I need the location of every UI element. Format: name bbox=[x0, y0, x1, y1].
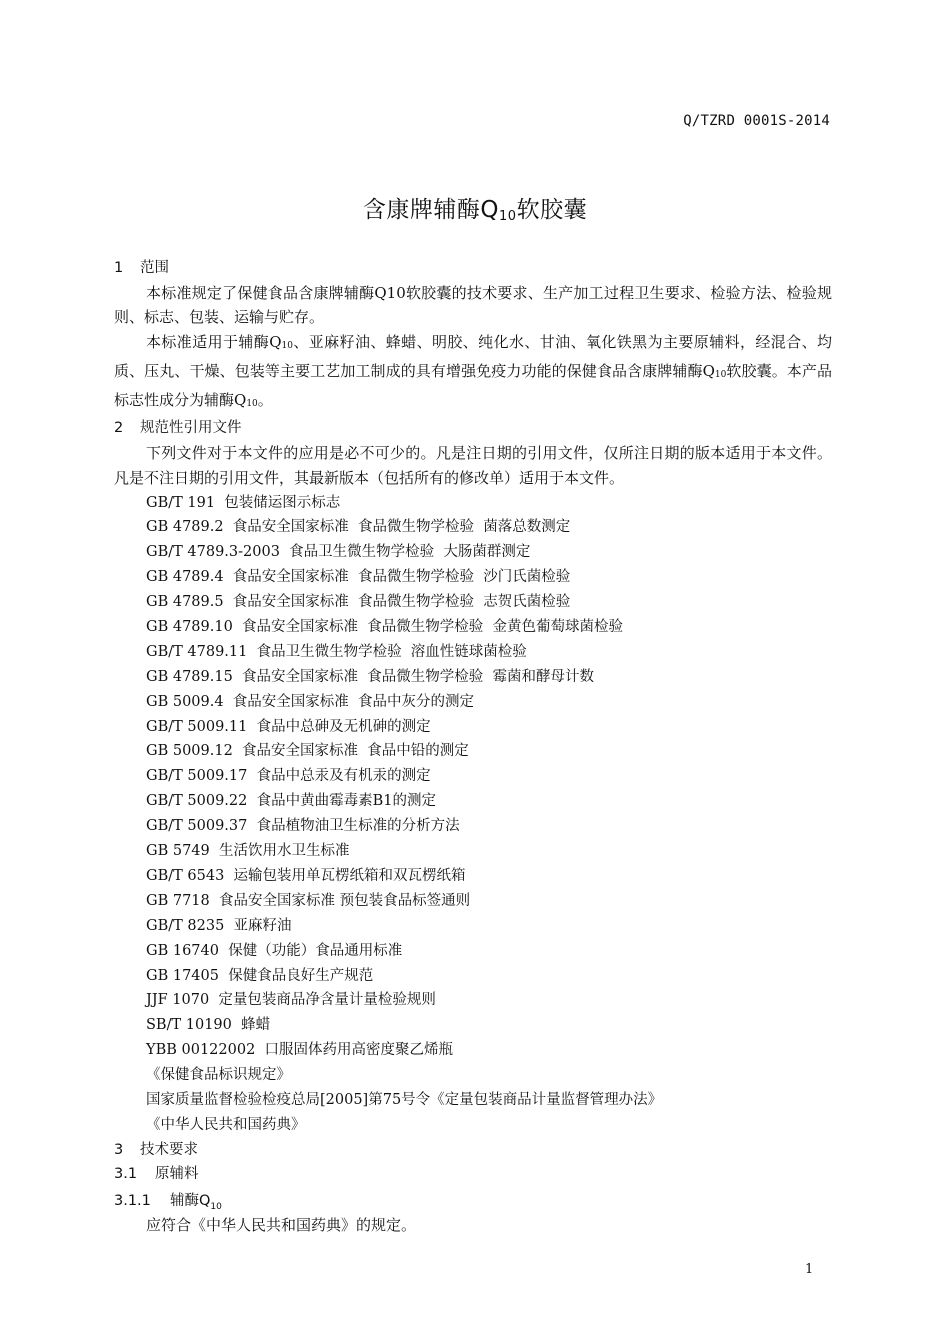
reference-item: GB/T 5009.11 食品中总砷及无机砷的测定 bbox=[146, 718, 431, 735]
reference-item: GB 17405 保健食品良好生产规范 bbox=[146, 967, 374, 984]
reference-item: GB 5749 生活饮用水卫生标准 bbox=[146, 843, 350, 860]
reference-item: GB 4789.15 食品安全国家标准 食品微生物学检验 霉菌和酵母计数 bbox=[146, 668, 594, 685]
reference-item: GB 4789.4 食品安全国家标准 食品微生物学检验 沙门氏菌检验 bbox=[146, 569, 571, 586]
reference-list bbox=[114, 491, 832, 1138]
reference-item: 《保健食品标识规定》 bbox=[146, 1067, 291, 1084]
section-3-1-heading: 3.1 原辅料 bbox=[114, 1166, 199, 1183]
section-2-heading: 2 规范性引用文件 bbox=[114, 420, 242, 437]
section-1-heading: 1 范围 bbox=[114, 260, 169, 276]
page-title: 含康牌辅酶$Q_{10}$软胶囊 bbox=[362, 197, 588, 224]
reference-item: GB/T 8235 亚麻籽油 bbox=[146, 917, 292, 934]
reference-item: GB 7718 食品安全国家标准 预包装食品标签通则 bbox=[146, 892, 471, 909]
reference-item: GB/T 4789.11 食品卫生微生物学检验 溶血性链球菌检验 bbox=[146, 643, 527, 660]
reference-item: SB/T 10190 蜂蜡 bbox=[146, 1017, 271, 1034]
reference-item: 《中华人民共和国药典》 bbox=[146, 1116, 306, 1133]
reference-item: GB 5009.12 食品安全国家标准 食品中铅的测定 bbox=[146, 743, 469, 760]
section-3-1-1-heading: 3.1.1 辅酶$Q_{10}$ bbox=[114, 1192, 222, 1212]
reference-item: GB 16740 保健（功能）食品通用标准 bbox=[146, 942, 403, 959]
reference-item: GB/T 191 包装储运图示标志 bbox=[146, 494, 341, 511]
section-3-1-1-text: 应符合《中华人民共和国药典》的规定。 bbox=[146, 1216, 417, 1235]
page-number: 1 bbox=[805, 1262, 814, 1277]
reference-item: 国家质量监督检验检疫总局[2005]第75号令《定量包装商品计量监督管理办法》 bbox=[146, 1091, 663, 1108]
reference-item: YBB 00122002 口服固体药用高密度聚乙烯瓶 bbox=[146, 1042, 454, 1059]
reference-item: GB 5009.4 食品安全国家标准 食品中灰分的测定 bbox=[146, 693, 475, 710]
reference-item: GB/T 5009.22 食品中黄曲霉毒素B1的测定 bbox=[146, 793, 436, 810]
reference-item: GB/T 5009.17 食品中总汞及有机汞的测定 bbox=[146, 768, 431, 785]
document-body bbox=[114, 256, 832, 1238]
section-2-intro: 下列文件对于本文件的应用是必不可少的。凡是注日期的引用文件，仅所注日期的版本适用于本文件。凡是不注日期的引用文件，其最新版本（包括所有的修改单）适用于本文件。 bbox=[114, 443, 832, 487]
standard-code: Q/TZRD 0001S-2014 bbox=[683, 113, 830, 129]
reference-item: GB 4789.5 食品安全国家标准 食品微生物学检验 志贺氏菌检验 bbox=[146, 594, 571, 611]
section-1-paragraph-2: 本标准适用于辅酶$Q_{10}$、亚麻籽油、蜂蜡、明胶、纯化水、甘油、氧化铁黑为主要原辅料，经混合、均质、压丸、干燥、包装等主要工艺加工制成的具有增强免疫力功能的保健食品含康牌辅酶$Q_{10}$软胶囊。本产品标志性成分为辅酶$Q_{10}$。 bbox=[114, 333, 832, 409]
reference-item: GB 4789.10 食品安全国家标准 食品微生物学检验 金黄色葡萄球菌检验 bbox=[146, 619, 623, 636]
reference-item: GB/T 4789.3-2003 食品卫生微生物学检验 大肠菌群测定 bbox=[146, 544, 531, 561]
section-1-paragraph-1: 本标准规定了保健食品含康牌辅酶Q10软胶囊的技术要求、生产加工过程卫生要求、检验方法、检验规则、标志、包装、运输与贮存。 bbox=[114, 283, 832, 327]
reference-item: GB/T 6543 运输包装用单瓦楞纸箱和双瓦楞纸箱 bbox=[146, 867, 466, 884]
reference-item: GB/T 5009.37 食品植物油卫生标准的分析方法 bbox=[146, 818, 460, 835]
section-3-heading: 3 技术要求 bbox=[114, 1141, 198, 1158]
reference-item: GB 4789.2 食品安全国家标准 食品微生物学检验 菌落总数测定 bbox=[146, 519, 571, 536]
reference-item: JJF 1070 定量包装商品净含量计量检验规则 bbox=[146, 992, 436, 1009]
